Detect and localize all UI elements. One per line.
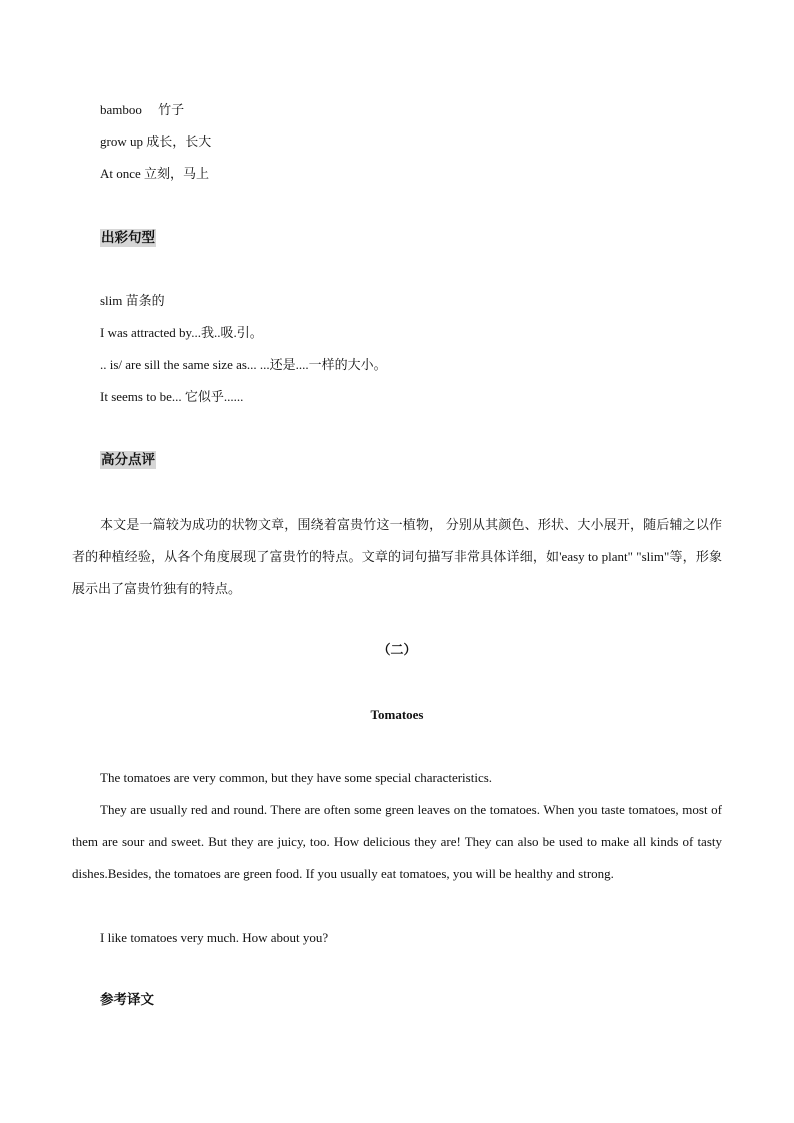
section-heading-review: 高分点评 — [101, 452, 155, 467]
sentence-item: .. is/ are sill the same size as... ...还是....一样的大小。 — [100, 357, 387, 372]
vocab-item-bamboo: bamboo 竹子 — [100, 102, 185, 117]
essay-paragraph: The tomatoes are very common, but they have some special characteristics. — [100, 770, 493, 785]
essay-paragraph: They are usually red and round. There are often some green leaves on the tomatoes. When you taste tomatoes, most of them are sour and sweet. But they are juicy, too. How delicious they are! They can also be used to make all kinds of tasty dishes.Besides, the tomatoes are green food. If you usually eat tomatoes, you will be healthy and strong. — [72, 802, 722, 881]
vocab-item-grow-up: grow up 成长，长大 — [100, 134, 212, 149]
section-heading-sentences: 出彩句型 — [101, 230, 155, 245]
essay-paragraph: I like tomatoes very much. How about you? — [100, 930, 329, 945]
sentence-item: It seems to be... 它似乎...... — [100, 389, 244, 404]
review-paragraph: 本文是一篇较为成功的状物文章，围绕着富贵竹这一植物， 分别从其颜色、形状、大小展开，随后辅之以作者的种植经验，从各个角度展现了富贵竹的特点。文章的词句描写非常具体详细，如'easy to plant" "slim"等，形象展示出了富贵竹独有的特点。 — [72, 517, 722, 596]
sentence-item: slim 苗条的 — [100, 293, 165, 308]
translation-heading: 参考译文 — [100, 992, 154, 1007]
vocab-item-at-once: At once 立刻，马上 — [100, 166, 210, 181]
sentence-item: I was attracted by...我..吸.引。 — [100, 325, 263, 340]
essay-title: Tomatoes — [370, 707, 424, 722]
part-number: （二） — [377, 642, 417, 657]
